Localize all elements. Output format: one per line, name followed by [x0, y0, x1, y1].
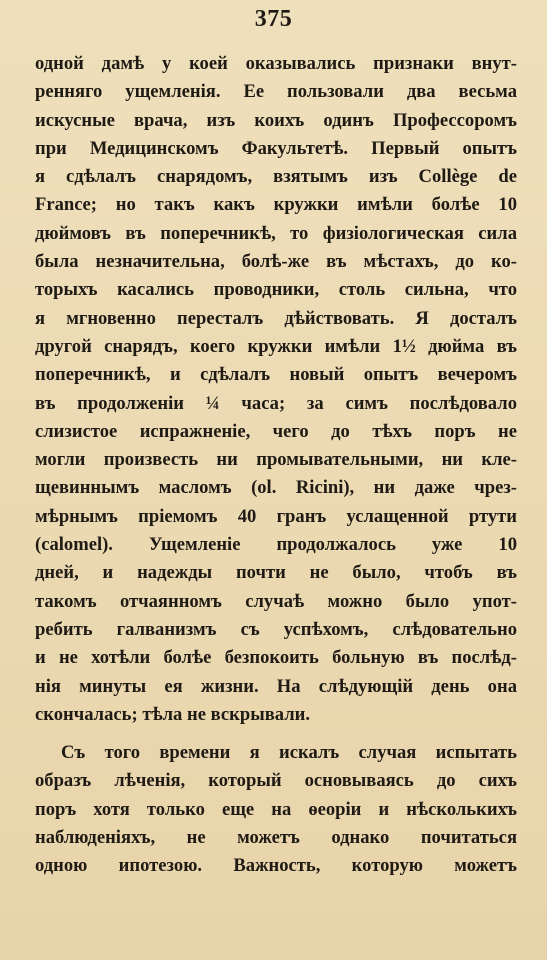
- text-line: Съ того времени я искалъ случая испытать: [61, 742, 517, 764]
- paragraph-gap: [35, 729, 517, 739]
- text-line: въ продолженіи ¼ часа; за симъ послѣдовало: [35, 392, 517, 414]
- page-number: 375: [254, 6, 293, 32]
- text-line: (calomel). Ущемленіе продолжалось уже 10: [35, 534, 517, 556]
- text-line: ренняго ущемленія. Ее пользовали два весьма: [35, 81, 517, 103]
- text-line: торыхъ касались проводники, столь сильна, что: [35, 279, 517, 301]
- text-line: одною ипотезою. Важность, которую можетъ: [35, 855, 517, 877]
- text-line: ребить галванизмъ съ успѣхомъ, слѣдовательно: [35, 618, 517, 640]
- text-line: я мгновенно пересталъ дѣйствовать. Я досталъ: [35, 307, 517, 329]
- text-line: слизистое испражненіе, чего до тѣхъ поръ не: [35, 420, 517, 442]
- text-line: искусные врача, изъ коихъ одинъ Профессоромъ: [35, 109, 517, 131]
- text-line: поперечникѣ, и сдѣлалъ новый опытъ вечеромъ: [35, 364, 517, 386]
- text-line: могли произвесть ни промывательными, ни кле-: [35, 449, 517, 471]
- text-line: образъ лѣченія, который основываясь до сихъ: [35, 770, 517, 792]
- text-line: при Медицинскомъ Факультетѣ. Первый опытъ: [35, 137, 517, 159]
- text-line: дюймовъ въ поперечникѣ, то физіологическая сила: [35, 222, 517, 244]
- text-line: мѣрнымъ пріемомъ 40 гранъ услащенной ртути: [35, 505, 517, 527]
- text-line: была незначительна, болѣ-же въ мѣстахъ, до ко-: [35, 251, 517, 273]
- text-line: такомъ отчаянномъ случаѣ можно было упот-: [35, 590, 517, 612]
- text-line: нія минуты ея жизни. На слѣдующій день она: [35, 675, 517, 697]
- text-line: и не хотѣли болѣе безпокоить больную въ послѣд-: [35, 647, 517, 669]
- text-line: одной дамѣ у коей оказывались признаки внут-: [35, 53, 517, 74]
- page-text: [35, 50, 517, 881]
- text-line: другой снарядъ, коего кружки имѣли 1½ дюйма въ: [35, 335, 517, 357]
- text-line: щевиннымъ масломъ (ol. Ricini), ни даже чрез-: [35, 477, 517, 499]
- text-line: France; но такъ какъ кружки имѣли болѣе 10: [35, 194, 517, 216]
- text-line: дней, и надежды почти не было, чтобъ въ: [35, 562, 517, 584]
- text-line: поръ хотя только еще на ѳеоріи и нѣсколькихъ: [35, 798, 517, 820]
- text-line: скончалась; тѣла не вскрывали.: [35, 703, 311, 725]
- paragraph: [35, 50, 517, 729]
- text-line: наблюденіяхъ, не можетъ однако почитаться: [35, 827, 517, 849]
- paragraph: [35, 739, 517, 880]
- text-line: я сдѣлалъ снарядомъ, взятымъ изъ Collège de: [35, 166, 517, 188]
